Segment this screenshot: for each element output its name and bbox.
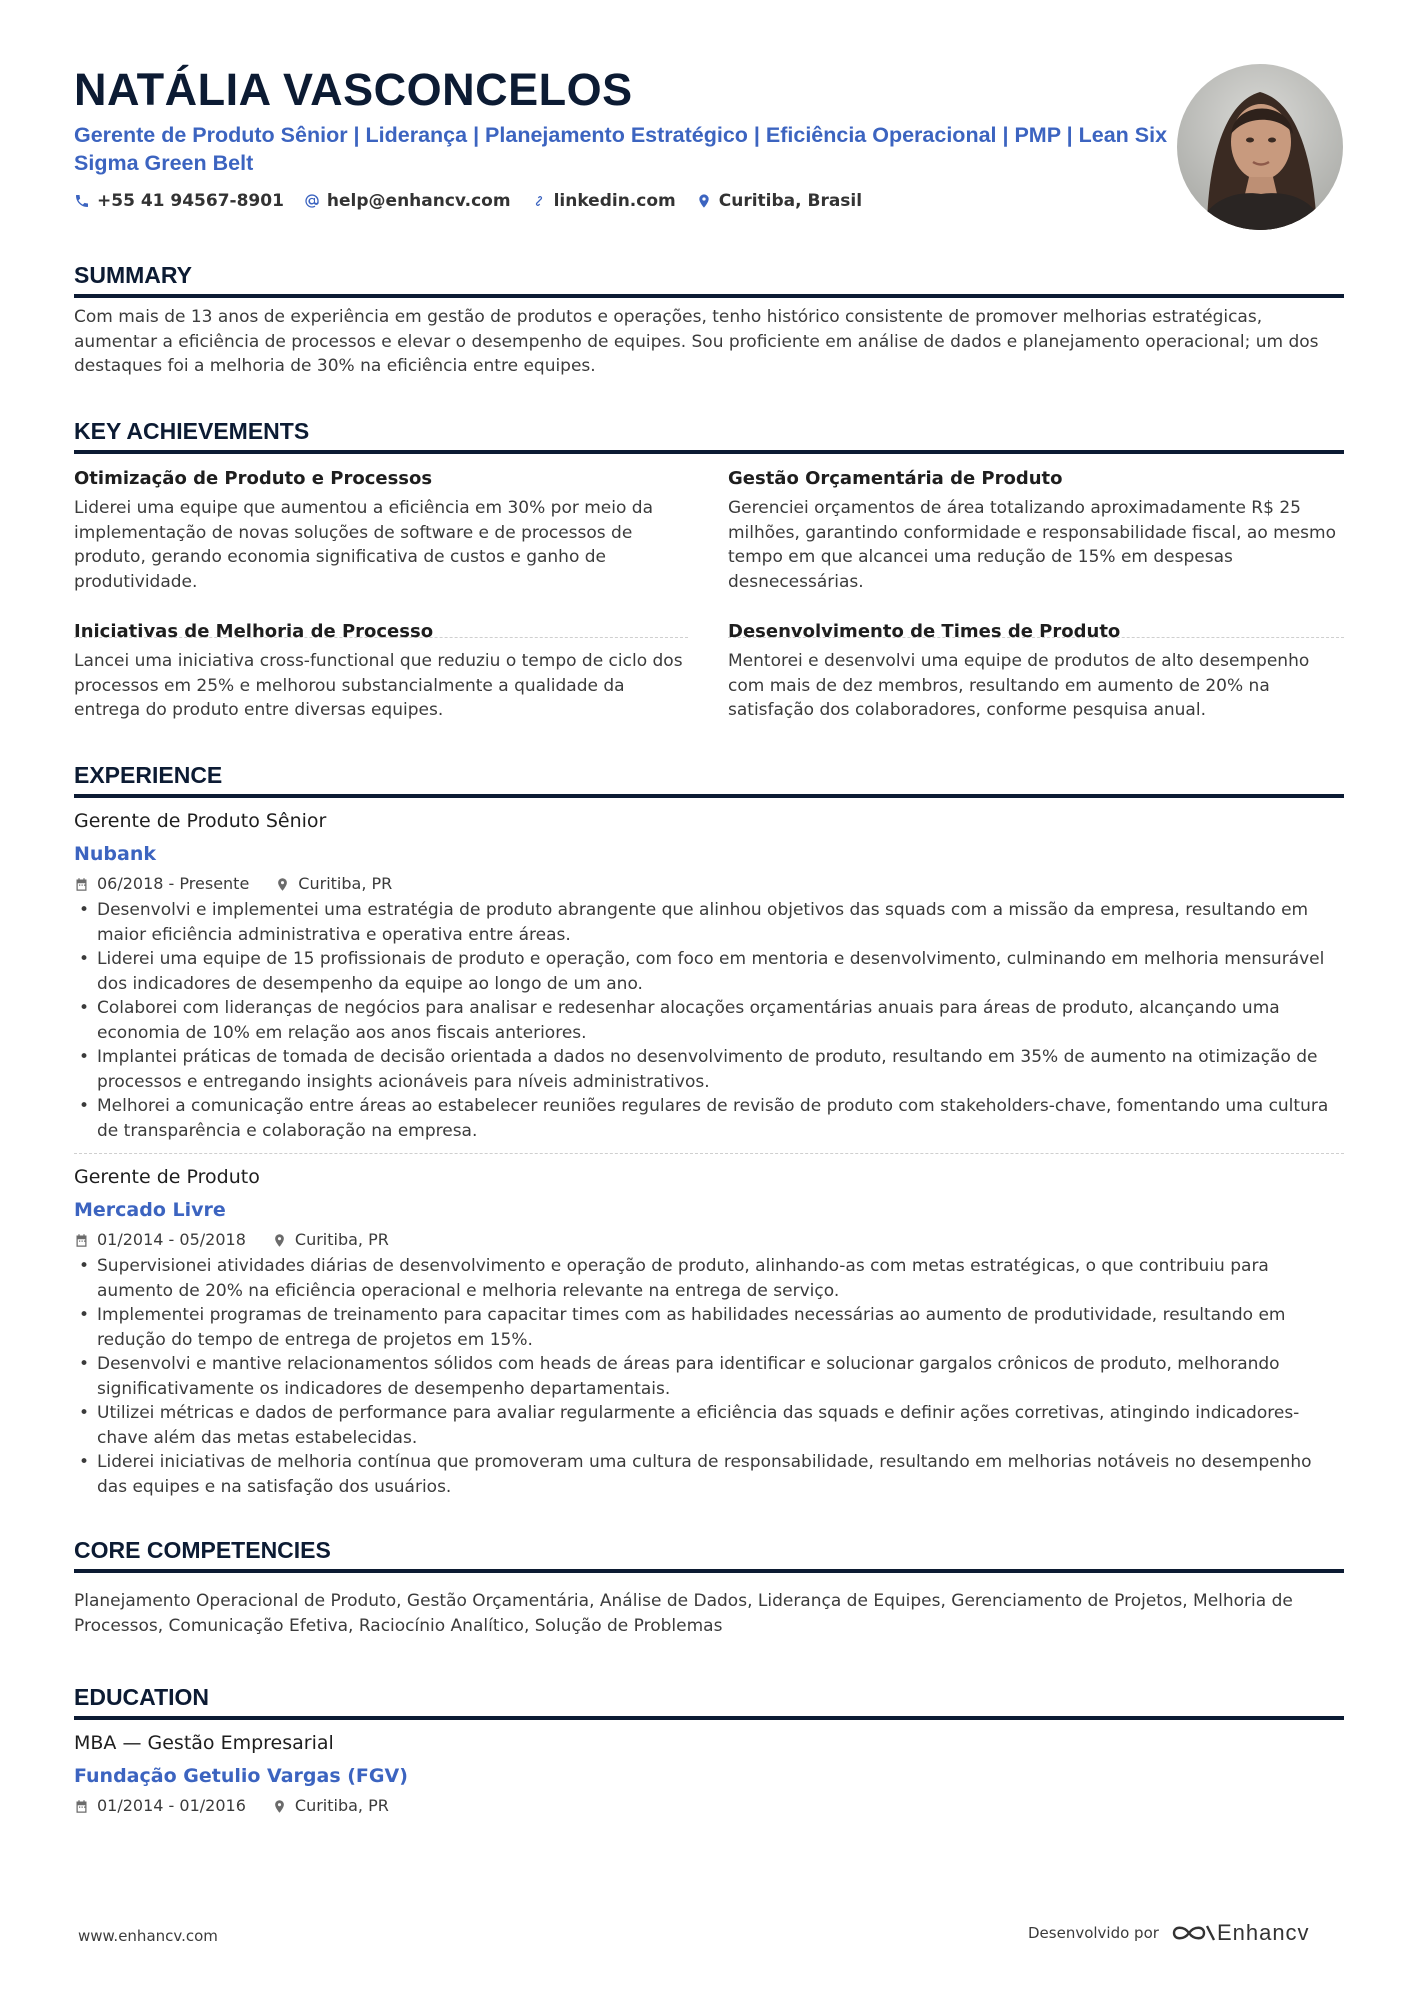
bullet-item: • Liderei uma equipe de 15 profissionais de produto e operação, com foco em mentoria e desenvolvimento, culminando em melhoria mensurável dos indicadores de desempenho da equipe ao longo de um ano. [74, 947, 1344, 996]
job-bullets [74, 1254, 1344, 1499]
job-bullets [74, 898, 1344, 1143]
calendar-icon [74, 1233, 89, 1248]
calendar-icon [74, 1799, 89, 1814]
job-location: Curitiba, PR [294, 1230, 389, 1249]
achievement-item [728, 466, 1342, 594]
achievement-text: Gerenciei orçamentos de área totalizando aproximadamente R$ 25 milhões, garantindo conformidade e responsabilidade fiscal, ao mesmo tempo em que alcancei uma redução de 15% em despesas desnecessárias. [728, 498, 1336, 592]
enhancv-logo-icon [1171, 1921, 1217, 1945]
experience-section [74, 760, 1344, 1499]
job-meta [74, 874, 1344, 894]
summary-heading: SUMMARY [74, 262, 192, 288]
location-text: Curitiba, Brasil [718, 191, 863, 211]
competencies-heading: CORE COMPETENCIES [74, 1537, 331, 1563]
linkedin-text: linkedin.com [553, 191, 676, 211]
section-divider [74, 794, 1344, 798]
bullet-item: • Melhorei a comunicação entre áreas ao estabelecer reuniões regulares de revisão de produto com stakeholders-chave, fomentando uma cultura de transparência e colaboração na empresa. [74, 1094, 1344, 1143]
candidate-name: NATÁLIA VASCONCELOS [74, 64, 633, 115]
education-section [74, 1682, 1344, 1816]
section-divider [74, 294, 1344, 298]
education-meta [74, 1796, 1344, 1816]
job-dates: 01/2014 - 05/2018 [97, 1230, 246, 1249]
job-location: Curitiba, PR [298, 874, 393, 893]
location-pin-icon [272, 1233, 287, 1248]
link-icon [531, 193, 547, 209]
contact-phone[interactable] [74, 191, 284, 211]
education-school: Fundação Getulio Vargas (FGV) [74, 1765, 408, 1787]
footer-website[interactable]: www.enhancv.com [78, 1927, 218, 1945]
job-role: Gerente de Produto Sênior [74, 810, 327, 832]
bullet-item: • Implantei práticas de tomada de decisão orientada a dados no desenvolvimento de produto, resultando em 35% de aumento na otimização de processos e entregando insights acionáveis para níveis administrativos. [74, 1045, 1344, 1094]
contact-location [696, 191, 862, 211]
achievement-title: Otimização de Produto e Processos [74, 468, 433, 489]
section-divider [74, 1716, 1344, 1720]
job-entry [74, 1164, 1344, 1499]
education-dates: 01/2014 - 01/2016 [97, 1796, 246, 1815]
education-entry [74, 1730, 1344, 1816]
job-company: Nubank [74, 843, 157, 865]
bullet-item: • Desenvolvi e implementei uma estratégia de produto abrangente que alinhou objetivos das squads com a missão da empresa, resultando em maior eficiência administrativa e operativa entre áreas. [74, 898, 1344, 947]
bullet-item: • Colaborei com lideranças de negócios para analisar e redesenhar alocações orçamentárias anuais para áreas de produto, alcançando uma economia de 10% em relação aos anos fiscais anteriores. [74, 996, 1344, 1045]
bullet-item: • Desenvolvi e mantive relacionamentos sólidos com heads de áreas para identificar e solucionar gargalos crônicos de produto, melhorando significativamente os indicadores de desempenho departamentais. [74, 1352, 1344, 1401]
summary-section [74, 260, 1344, 379]
calendar-icon [74, 877, 89, 892]
at-icon [304, 193, 320, 209]
job-meta [74, 1230, 1344, 1250]
achievement-text: Lancei uma iniciativa cross-functional que reduziu o tempo de ciclo dos processos em 25% e melhorou substancialmente a qualidade da entrega do produto entre diversas equipes. [74, 651, 683, 720]
job-divider [74, 1153, 1344, 1154]
email-text: help@enhancv.com [326, 191, 511, 211]
achievement-text: Liderei uma equipe que aumentou a eficiência em 30% por meio da implementação de novas soluções de software e de processos de produto, gerando economia significativa de custos e ganho de produtividade. [74, 498, 653, 592]
achievement-text: Mentorei e desenvolvi uma equipe de produtos de alto desempenho com mais de dez membros, resultando em aumento de 20% na satisfação dos colaboradores, conforme pesquisa anual. [728, 651, 1310, 720]
achievement-title: Gestão Orçamentária de Produto [728, 468, 1063, 489]
brand-name: Enhancv [1216, 1920, 1310, 1945]
section-divider [74, 450, 1344, 454]
achievement-item [728, 619, 1342, 723]
profile-photo [1177, 64, 1343, 230]
bullet-item: • Liderei iniciativas de melhoria contínua que promoveram uma cultura de responsabilidade, resultando em melhorias notáveis no desempenho das equipes e na satisfação dos usuários. [74, 1450, 1344, 1499]
experience-heading: EXPERIENCE [74, 762, 223, 788]
education-degree: MBA — Gestão Empresarial [74, 1732, 334, 1754]
bullet-item: • Implementei programas de treinamento para capacitar times com as habilidades necessárias ao aumento de produtividade, resultando em redução do tempo de entrega de projetos em 15%. [74, 1303, 1344, 1352]
bullet-item: • Supervisionei atividades diárias de desenvolvimento e operação de produto, alinhando-as com metas estratégicas, o que contribuiu para aumento de 20% na eficiência operacional e melhoria relevante na entrega de serviço. [74, 1254, 1344, 1303]
achievement-item [74, 619, 688, 723]
summary-text: Com mais de 13 anos de experiência em gestão de produtos e operações, tenho histórico consistente de promover melhorias estratégicas, aumentar a eficiência de processos e elevar o desempenho de equipes. Sou proficiente em análise de dados e planejamento operacional; um dos destaques foi a melhoria de 30% na eficiência entre equipes. [74, 307, 1319, 376]
competencies-text: Planejamento Operacional de Produto, Gestão Orçamentária, Análise de Dados, Liderança de Equipes, Gerenciamento de Projetos, Melhoria de Processos, Comunicação Efetiva, Raciocínio Analítico, Solução de Problemas [74, 1591, 1293, 1636]
location-pin-icon [696, 193, 712, 209]
job-dates: 06/2018 - Presente [97, 874, 250, 893]
phone-icon [74, 193, 90, 209]
section-divider [74, 1569, 1344, 1573]
achievement-title: Iniciativas de Melhoria de Processo [74, 621, 434, 642]
education-location: Curitiba, PR [294, 1796, 389, 1815]
footer-branding[interactable] [1028, 1920, 1310, 1946]
location-pin-icon [275, 877, 290, 892]
candidate-title: Gerente de Produto Sênior | Liderança | Planejamento Estratégico | Eficiência Operacional | PMP | Lean Six Sigma Green Belt [74, 123, 1168, 175]
achievements-heading: KEY ACHIEVEMENTS [74, 418, 310, 444]
contact-linkedin[interactable] [531, 191, 676, 211]
job-company: Mercado Livre [74, 1199, 226, 1221]
achievements-section [74, 416, 1344, 720]
achievement-item [74, 466, 688, 594]
contact-bar [74, 191, 882, 211]
job-entry [74, 808, 1344, 1143]
achievement-title: Desenvolvimento de Times de Produto [728, 621, 1121, 642]
education-heading: EDUCATION [74, 1684, 210, 1710]
contact-email[interactable] [304, 191, 511, 211]
location-pin-icon [272, 1799, 287, 1814]
competencies-section [74, 1535, 1344, 1638]
bullet-item: • Utilizei métricas e dados de performance para avaliar regularmente a eficiência das squads e definir ações corretivas, atingindo indicadores-chave além das metas estabelecidas. [74, 1401, 1344, 1450]
phone-text: +55 41 94567-8901 [97, 191, 284, 211]
job-role: Gerente de Produto [74, 1166, 260, 1188]
powered-by-text: Desenvolvido por [1028, 1924, 1159, 1942]
